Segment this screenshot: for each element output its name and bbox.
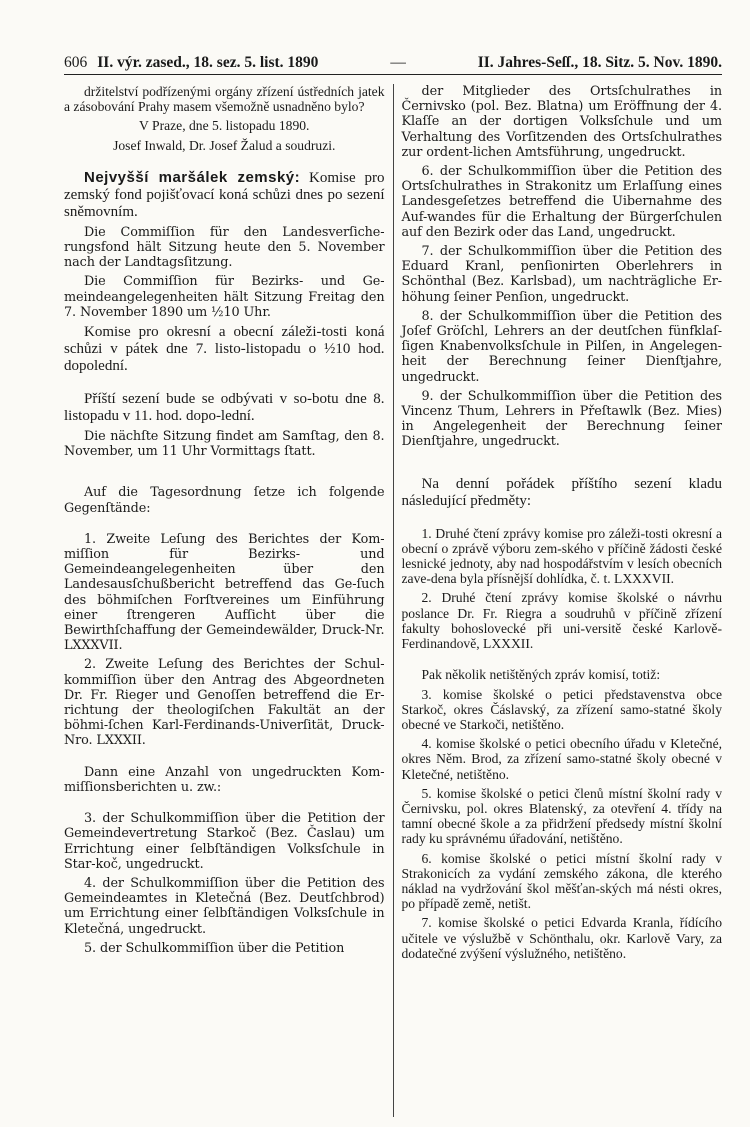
paragraph [64, 876, 385, 937]
paragraph-text: Josef Inwald, Dr. Josef Žalud a soudruzi. [113, 137, 336, 153]
paragraph [64, 84, 385, 114]
header-rule [64, 74, 722, 75]
paragraph [64, 391, 385, 425]
paragraph-text: 5. der Schulkommiſſion über die Petition [84, 940, 345, 956]
speaker-name: Nejvyšší maršálek zemský: [84, 168, 301, 186]
paragraph-text: držitelství podřízenými orgány zřízení ústředních jatek a zásobování Prahy masem všemožně usnadněno bylo? [64, 84, 385, 115]
paragraph-text: 1. Druhé čtení zprávy komise pro záleži-tosti okresní a obecní o zprávě výboru zem-ského v příčině žádosti české lesnické jednoty, aby nad hospodářstvím v lesích obecních zave-dena byla přísnější dohlídka, č. t. LXXXVII. [401, 525, 722, 587]
paragraph-text: Pak několik netištěných zpráv komisí, totiž: [421, 667, 661, 683]
paragraph-spacer [402, 655, 723, 667]
header-german-title: II. Jahres-Seſſ., 18. Sitz. 5. Nov. 1890. [477, 54, 722, 71]
paragraph-text: Na denní pořádek příštího sezení kladu následující předměty: [401, 475, 722, 509]
paragraph [64, 811, 385, 872]
paragraph-text: Die Commiſſion für den Landesverſiche-rungsfond hält Sitzung heute den 5. November nach der Landtagsſitzung. [64, 224, 385, 271]
paragraph-text: der Mitglieder des Ortsſchulrathes in Černivsko (pol. Bez. Blatna) um Eröffnung der 4. Klaſſe an der dortigen Volksſchule und um Verhaltung des Vorſitzenden des Ortsſchulrathes zur ordent-lichen Amtsführung, ungedruckt. [401, 84, 722, 160]
paragraph-spacer [64, 799, 385, 811]
running-header [64, 44, 722, 72]
paragraph-text: 1. Zweite Leſung des Berichtes der Kom-miſſion für Bezirks- und Gemeindeangelegenheiten über den Landesausſchußbericht betreffend das Ge-ſuch des böhmiſchen Forſtvereines um Einführung einer ſtrengeren Aufſicht über die Bewirthſchaffung der Gemeindewälder, Druck-Nr. LXXXVII. [64, 531, 385, 654]
paragraph [402, 590, 723, 651]
paragraph [64, 429, 385, 459]
paragraph [402, 786, 723, 847]
paragraph-spacer [402, 514, 723, 526]
paragraph [402, 389, 723, 450]
paragraph [64, 138, 385, 153]
paragraph-text: Auf die Tagesordnung ſetze ich folgende Gegenſtände: [64, 485, 385, 516]
paragraph [64, 118, 385, 133]
paragraph [64, 532, 385, 654]
paragraph-text: 7. komise školské o petici Edvarda Kranla, řídícího učitele ve výslužbě v Schönthalu, okr. Karlově Vary, za dodatečné zvýšení výslužného, netištěno. [401, 915, 722, 961]
paragraph-text: 3. der Schulkommiſſion über die Petition der Gemeindevertretung Starkoč (Bez. Časlau) um Errichtung einer ſelbſtändigen Volksſchule in Star-koč, ungedruckt. [64, 811, 385, 872]
paragraph [402, 309, 723, 385]
paragraph [64, 657, 385, 748]
paragraph [402, 244, 723, 305]
paragraph [402, 687, 723, 733]
left-column [64, 84, 393, 1117]
paragraph-text: V Praze, dne 5. listopadu 1890. [139, 118, 310, 134]
paragraph [402, 851, 723, 912]
paragraph-text: 6. komise školské o petici místní školní rady v Strakonicích za vydání zemského zákona, dle kterého náklad na vydržování škol měšťan-ských má nésti okres, po případě země, netišt. [401, 850, 722, 912]
paragraph [402, 476, 723, 510]
paragraph-text: 6. der Schulkommiſſion über die Petition des Ortsſchulrathes in Strakonitz um Erlaſſung eines Landesgeſetzes betreffend die Uibernahme des Auf-wandes für die Erhaltung der Bürgerſchulen auf den Bezirk oder das Land, ungedruckt. [401, 164, 722, 240]
paragraph [64, 225, 385, 271]
paragraph-text: Dann eine Anzahl von ungedruckten Kom-miſſionsberichten u. zw.: [64, 764, 385, 795]
paragraph-text: Die nächſte Sitzung findet am Samſtag, den 8. November, um 11 Uhr Vormittags ſtatt. [64, 429, 385, 460]
paragraph [402, 526, 723, 587]
paragraph [402, 915, 723, 961]
paragraph-text: Příští sezení bude se odbývati v so-botu dne 8. listopadu v 11. hod. dopo-lední. [64, 391, 385, 425]
paragraph-text: 5. komise školské o petici členů místní školní rady v Černivsku, pol. okres Blatenský, za otevření 4. třídy na tamní obecné škole a za přidržení předsedy místní školní rady ku správnému úřadování, netištěno. [401, 785, 722, 847]
paragraph-spacer [402, 454, 723, 476]
two-column-body [64, 84, 722, 1117]
paragraph-spacer [64, 463, 385, 485]
paragraph-spacer [64, 753, 385, 765]
paragraph-text: 7. der Schulkommiſſion über die Petition des Eduard Kranl, penſionirten Oberlehrers in Schönthal (Bez. Karlsbad), um nachträgliche Er-höhung ſeiner Penſion, ungedruckt. [401, 244, 722, 305]
paragraph [402, 736, 723, 782]
paragraph [402, 84, 723, 160]
right-column [393, 84, 723, 1117]
paragraph-spacer [64, 379, 385, 391]
paragraph [64, 274, 385, 320]
header-dash: — [390, 54, 406, 71]
paragraph [64, 485, 385, 515]
paragraph [64, 941, 385, 956]
paragraph-spacer [64, 520, 385, 532]
paragraph-text: 2. Zweite Leſung des Berichtes der Schul-kommiſſion über den Antrag des Abgeordneten Dr. Fr. Rieger und Genoſſen betreffend die Er-richtung der theologiſchen Fakultät an der böhmi-ſchen Karl-Ferdinands-Univerſität, Druck-Nro. LXXXII. [64, 657, 385, 749]
paragraph-text: 8. der Schulkommiſſion über die Petition des Joſef Gröſchl, Lehrers an der deutſchen fünfklaſ-ſigen Knabenvolksſchule in Pilſen, in Angelegen-heit der Berechnung ſeiner Dienſtjahre, ungedruckt. [401, 308, 722, 385]
paragraph-text: 3. komise školské o petici představenstva obce Starkoč, okres Čáslavský, za zřízení samo-statné školy obecné ve Starkoči, netištěno. [401, 686, 722, 732]
paragraph-text: 4. komise školské o petici obecního úřadu v Kletečné, okres Něm. Brod, za zřízení samo-statné školy obecné v Kletečné, netištěno. [401, 736, 722, 782]
paragraph-text: 4. der Schulkommiſſion über die Petition des Gemeindeamtes in Kletečná (Bez. Deutſchbrod) um Errichtung einer ſelbſtändigen Volksſchule in Kletečná, ungedruckt. [64, 875, 385, 937]
paragraph [64, 169, 385, 221]
page-number: 606 [64, 54, 88, 71]
paragraph [402, 164, 723, 240]
paragraph-text: 9. der Schulkommiſſion über die Petition des Vincenz Thum, Lehrers in Přeſtawlk (Bez. Mies) in Angelegenheit der Berechnung ſeiner Dienſtjahre, ungedruckt. [401, 388, 722, 450]
paragraph-text: Die Commiſſion für Bezirks- und Ge-meindeangelegenheiten hält Sitzung Freitag den 7. November 1890 um ½10 Uhr. [64, 274, 385, 320]
paragraph [402, 667, 723, 682]
paragraph [64, 324, 385, 375]
paragraph-text: Komise pro zemský fond pojišťovací koná schůzi dnes po sezení sněmovním. [64, 169, 385, 220]
paragraph-text: Komise pro okresní a obecní záleži-tosti koná schůzi v pátek dne 7. listo-listopadu o ½10 hod. dopolední. [64, 324, 385, 375]
header-czech-title: II. výr. zased., 18. sez. 5. list. 1890 [97, 54, 319, 71]
paragraph-text: 2. Druhé čtení zprávy komise školské o návrhu poslance Dr. Fr. Riegra a soudruhů v příčině zřízení fakulty bohoslovecké při uni-versitě české Karlově-Ferdinandově, LXXXII. [401, 590, 722, 652]
paragraph [64, 765, 385, 795]
paragraph-spacer [64, 157, 385, 169]
